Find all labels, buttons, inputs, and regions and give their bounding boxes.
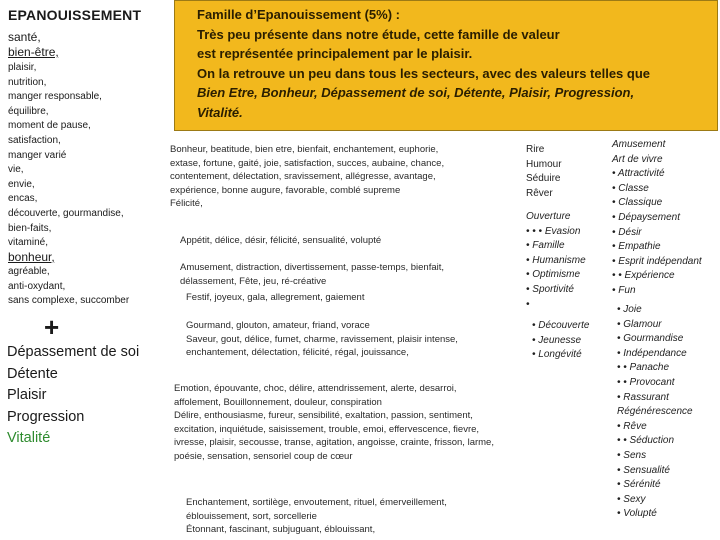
value-item: Progression	[7, 408, 85, 425]
value-keyword: •	[526, 298, 530, 310]
word-line: extase, fortune, gaité, joie, satisfaction, succes, aubaine, chance,	[170, 157, 445, 169]
summary-italic-line: Vitalité.	[197, 104, 243, 120]
summary-box	[174, 0, 718, 131]
sante-label: santé,	[8, 30, 41, 44]
value-keyword: Rire	[526, 144, 545, 155]
value-keyword: • Découverte	[532, 320, 590, 331]
bien-etre-item: nutrition,	[8, 76, 47, 88]
summary-line: Famille d’Epanouissement (5%) :	[197, 7, 400, 22]
value-keyword: Rêver	[526, 187, 553, 199]
summary-line: est représentée principalement par le plaisir.	[197, 46, 473, 61]
bien-etre-item: envie,	[8, 178, 35, 190]
right1-group-b	[526, 210, 586, 312]
summary-italic-line: Bien Etre, Bonheur, Dépassement de soi, Détente, Plaisir, Progression,	[197, 85, 635, 100]
value-keyword: • • Panache	[617, 362, 670, 374]
bien-etre-item: satisfaction,	[8, 134, 61, 146]
word-line: Étonnant, fascinant, subjuguant, éblouissant,	[186, 524, 376, 536]
value-item: Plaisir	[7, 387, 47, 404]
value-keyword: • • • Evasion	[526, 225, 581, 237]
values-list	[7, 342, 139, 450]
value-keyword: • Rêve	[617, 420, 647, 432]
value-keyword: • Gourmandise	[617, 333, 684, 345]
vitalite-label: Vitalité	[7, 430, 51, 447]
words-block-bonheur	[170, 143, 444, 211]
value-keyword: Régénérescence	[617, 406, 693, 418]
words-block-festif	[186, 291, 364, 305]
value-keyword: Amusement	[612, 139, 666, 150]
bonheur-item: anti-oxydant,	[8, 280, 66, 292]
value-keyword: • • Séduction	[617, 435, 675, 447]
bien-etre-list	[8, 61, 124, 251]
bien-etre-item: équilibre,	[8, 105, 49, 117]
bien-etre-item: manger varié	[8, 149, 67, 161]
words-block-emotion	[174, 382, 494, 464]
value-keyword: • Glamour	[617, 318, 662, 330]
value-keyword: • Volupté	[617, 508, 657, 520]
word-line: affolement, Bouillonnement, douleur, conspiration	[174, 396, 382, 408]
value-keyword: • Classe	[612, 182, 649, 194]
bien-etre-item: encas,	[8, 193, 38, 205]
words-block-enchantement	[186, 496, 447, 537]
plus-sign: +	[44, 312, 60, 342]
value-keyword: • Sexy	[617, 493, 646, 505]
bonheur-item: agréable,	[8, 266, 50, 277]
value-keyword: • Longévité	[532, 349, 582, 361]
word-line: Gourmand, glouton, amateur, friand, vorace	[186, 320, 370, 331]
words-block-amusement	[180, 261, 444, 288]
word-line: Délire, enthousiasme, fureur, sensibilité, exaltation, passion, sentiment,	[174, 410, 473, 422]
words-block-appetit	[180, 234, 381, 248]
bien-etre-item: vie,	[8, 164, 24, 176]
value-keyword: • • Expérience	[612, 270, 675, 282]
word-line: ivresse, plaisir, secousse, transe, agitation, angoisse, crainte, frisson, larme,	[174, 437, 494, 449]
value-keyword: • Désir	[612, 226, 642, 238]
value-keyword: • Attractivité	[612, 168, 665, 180]
value-keyword: • Rassurant	[617, 391, 669, 403]
value-keyword: • Famille	[526, 240, 565, 252]
value-keyword: • Sensualité	[617, 464, 670, 476]
value-keyword: Humour	[526, 158, 562, 170]
value-keyword: • Sérénité	[617, 479, 661, 491]
bonheur-item: sans complexe, succomber	[8, 295, 130, 307]
right1-group-c	[532, 319, 589, 363]
value-keyword: • Sportivité	[526, 283, 574, 295]
value-keyword: • Fun	[612, 284, 636, 296]
value-item: Dépassement de soi	[7, 344, 140, 360]
value-keyword: • Humanisme	[526, 254, 586, 266]
value-keyword: • Classique	[612, 197, 663, 209]
word-line: délassement, Fête, jeu, ré-créative	[180, 275, 327, 287]
value-keyword: • Esprit indépendant	[612, 255, 702, 267]
value-keyword: • Joie	[617, 304, 642, 315]
bien-etre-item: moment de pause,	[8, 120, 91, 132]
summary-line: On la retrouve un peu dans tous les secteurs, avec des valeurs telles que	[197, 65, 651, 81]
word-line: Enchantement, sortilège, envoutement, rituel, émerveillement,	[186, 497, 447, 508]
bien-etre-item: manger responsable,	[8, 91, 102, 103]
value-keyword: • Jeunesse	[532, 334, 582, 346]
value-keyword: Ouverture	[526, 211, 571, 222]
bien-etre-item: bien-faits,	[8, 222, 52, 234]
word-line: Bonheur, beatitude, bien etre, bienfait, enchantement, euphorie,	[170, 144, 439, 155]
words-block-gourmand	[186, 319, 458, 360]
bonheur-heading: bonheur,	[8, 250, 55, 264]
value-keyword: • Sens	[617, 449, 647, 461]
value-keyword: • Indépendance	[617, 347, 687, 359]
value-keyword: Art de vivre	[612, 153, 663, 165]
word-line: Félicité,	[170, 198, 203, 210]
bien-etre-item: vitaminé,	[8, 237, 49, 249]
value-keyword: • Optimisme	[526, 269, 581, 281]
value-keyword: • Empathie	[612, 241, 661, 253]
bien-etre-item: découverte, gourmandise,	[8, 207, 124, 219]
word-line: Emotion, épouvante, choc, délire, attendrissement, alerte, desarroi,	[174, 383, 457, 394]
word-line: éblouissement, sort, sorcellerie	[186, 510, 317, 522]
word-line: Saveur, gout, délice, fumet, charme, ravissement, plaisir intense,	[186, 333, 458, 345]
word-line: contentement, délectation, sravissement, allégresse, avantage,	[170, 171, 436, 183]
value-item: Détente	[7, 365, 58, 382]
word-line: poésie, sensation, sensoriel coup de cœur	[174, 450, 353, 462]
word-line: Festif, joyeux, gala, allegrement, gaiement	[186, 292, 365, 303]
value-keyword: Séduire	[526, 173, 561, 185]
right1-group-a	[526, 143, 562, 201]
bien-etre-heading: bien-être,	[8, 45, 59, 59]
right2-group-a	[612, 138, 702, 299]
word-line: Appétit, délice, désir, félicité, sensualité, volupté	[180, 235, 382, 246]
bien-etre-item: plaisir,	[8, 62, 37, 73]
value-keyword: • Dépaysement	[612, 211, 680, 223]
bonheur-list	[8, 265, 129, 309]
word-line: expérience, bonne augure, favorable, comblé supreme	[170, 184, 401, 196]
right2-group-b	[617, 303, 693, 522]
value-keyword: • • Provocant	[617, 376, 675, 388]
word-line: excitation, inquiétude, saisissement, trouble, emoi, effervescence, fievre,	[174, 423, 480, 435]
summary-line: Très peu présente dans notre étude, cette famille de valeur	[197, 26, 560, 42]
word-line: Amusement, distraction, divertissement, passe-temps, bienfait,	[180, 262, 445, 273]
word-line: enchantement, délectation, félicité, régal, jouissance,	[186, 347, 409, 359]
page-title: EPANOUISSEMENT	[8, 7, 142, 23]
